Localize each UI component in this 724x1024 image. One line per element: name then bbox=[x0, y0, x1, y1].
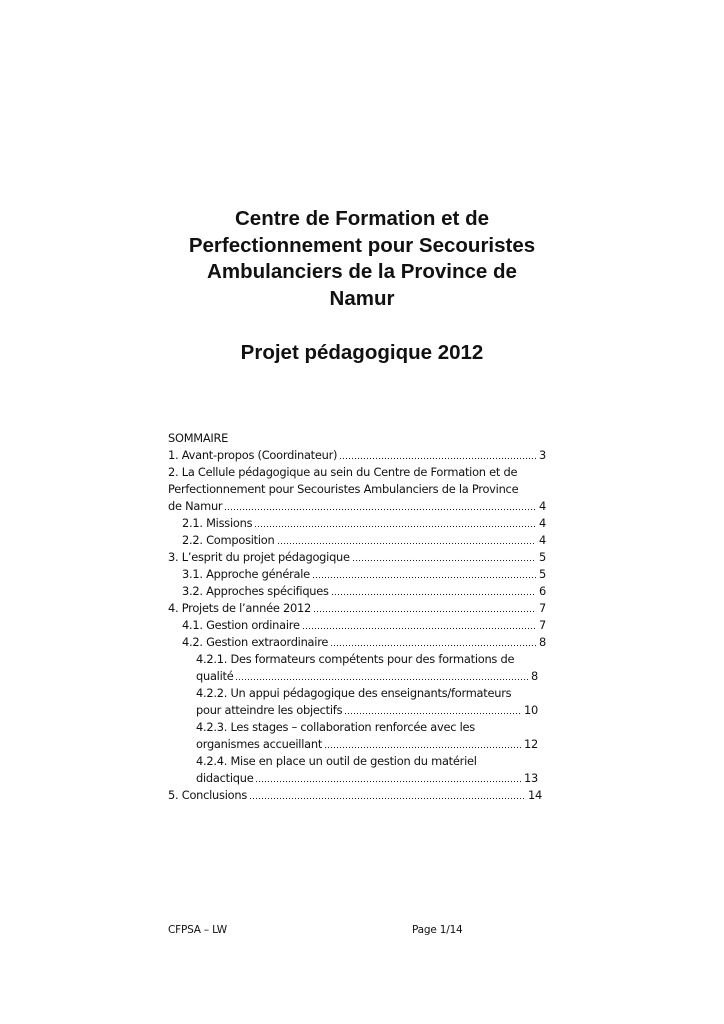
toc-entry-label: 2.1. Missions bbox=[182, 516, 253, 530]
toc-entry-label: 5. Conclusions bbox=[168, 788, 247, 802]
toc-entry-page: 13 bbox=[524, 771, 538, 785]
title-line: Ambulanciers de la Province de bbox=[207, 260, 517, 283]
toc-entry-appui[interactable] bbox=[168, 702, 538, 719]
toc-entry-conclusions[interactable] bbox=[168, 787, 542, 804]
toc-entry-missions[interactable] bbox=[168, 515, 546, 532]
table-of-contents bbox=[168, 430, 560, 804]
document-title bbox=[140, 206, 584, 312]
toc-entry-label: 3.2. Approches spécifiques bbox=[182, 584, 329, 598]
toc-entry-esprit[interactable] bbox=[168, 549, 546, 566]
toc-dot-leader bbox=[331, 593, 536, 596]
toc-entry-page: 3 bbox=[539, 448, 546, 462]
toc-dot-leader bbox=[235, 678, 528, 681]
toc-entry-page: 10 bbox=[524, 703, 538, 717]
document-subtitle: Projet pédagogique 2012 bbox=[240, 341, 484, 364]
toc-entry-cellule-line2[interactable]: Perfectionnement pour Secouristes Ambulanciers de la Province bbox=[168, 482, 519, 496]
toc-entry-gestion-extraordinaire[interactable] bbox=[168, 634, 546, 651]
toc-entry-page: 4 bbox=[539, 516, 546, 530]
toc-entry-page: 7 bbox=[539, 618, 546, 632]
toc-entry-page: 6 bbox=[539, 584, 546, 598]
toc-entry-cellule-line1[interactable]: 2. La Cellule pédagogique au sein du Centre de Formation et de bbox=[168, 465, 518, 479]
toc-entry-formateurs[interactable] bbox=[168, 668, 538, 685]
toc-dot-leader bbox=[302, 627, 536, 630]
toc-entry-page: 14 bbox=[528, 788, 542, 802]
toc-entry-page: 5 bbox=[539, 567, 546, 581]
toc-entry-page: 5 bbox=[539, 550, 546, 564]
toc-entry-stages[interactable] bbox=[168, 736, 538, 753]
toc-entry-approches-specifiques[interactable] bbox=[168, 583, 546, 600]
title-line: Perfectionnement pour Secouristes bbox=[188, 233, 536, 257]
toc-entry-page: 8 bbox=[531, 669, 538, 683]
toc-dot-leader bbox=[339, 457, 536, 460]
toc-entry-label: qualité bbox=[196, 669, 234, 683]
title-line: Centre de Formation et de bbox=[234, 207, 489, 230]
title-line: Namur bbox=[329, 286, 395, 310]
toc-entry-label: 1. Avant-propos (Coordinateur) bbox=[168, 448, 338, 462]
toc-entry-formateurs-line1[interactable]: 4.2.1. Des formateurs compétents pour des formations de bbox=[196, 652, 515, 666]
toc-dot-leader bbox=[352, 559, 536, 562]
toc-dot-leader bbox=[249, 797, 525, 800]
footer-author: CFPSA – LW bbox=[168, 924, 227, 936]
toc-dot-leader bbox=[312, 576, 536, 579]
footer-page-number: Page 1/14 bbox=[412, 924, 463, 936]
toc-entry-avant-propos[interactable] bbox=[168, 447, 546, 464]
toc-entry-materiel[interactable] bbox=[168, 770, 538, 787]
toc-entry-label: didactique bbox=[196, 771, 254, 785]
toc-entry-label: 3. L’esprit du projet pédagogique bbox=[168, 550, 350, 564]
toc-entry-page: 4 bbox=[539, 499, 546, 513]
toc-entry-composition[interactable] bbox=[168, 532, 546, 549]
toc-entry-cellule[interactable] bbox=[168, 498, 546, 515]
toc-entry-projets[interactable] bbox=[168, 600, 546, 617]
toc-entry-page: 4 bbox=[539, 533, 546, 547]
toc-entry-label: 4.2. Gestion extraordinaire bbox=[182, 635, 329, 649]
toc-dot-leader bbox=[277, 542, 537, 545]
toc-dot-leader bbox=[324, 746, 521, 749]
toc-entry-label: 2.2. Composition bbox=[182, 533, 275, 547]
toc-entry-stages-line1[interactable]: 4.2.3. Les stages – collaboration renforcée avec les bbox=[196, 720, 475, 734]
toc-entry-label: 4.1. Gestion ordinaire bbox=[182, 618, 300, 632]
toc-dot-leader bbox=[255, 780, 521, 783]
toc-dot-leader bbox=[344, 712, 521, 715]
toc-dot-leader bbox=[330, 644, 536, 647]
toc-entry-label: de Namur bbox=[168, 499, 223, 513]
toc-entry-page: 7 bbox=[539, 601, 546, 615]
toc-entry-gestion-ordinaire[interactable] bbox=[168, 617, 546, 634]
toc-entry-label: 3.1. Approche générale bbox=[182, 567, 310, 581]
toc-entry-page: 12 bbox=[524, 737, 538, 751]
toc-dot-leader bbox=[254, 525, 536, 528]
toc-heading: SOMMAIRE bbox=[168, 431, 229, 445]
toc-entry-appui-line1[interactable]: 4.2.2. Un appui pédagogique des enseignants/formateurs bbox=[196, 686, 512, 700]
toc-entry-label: organismes accueillant bbox=[196, 737, 323, 751]
toc-entry-materiel-line1[interactable]: 4.2.4. Mise en place un outil de gestion du matériel bbox=[196, 754, 477, 768]
toc-entry-label: pour atteindre les objectifs bbox=[196, 703, 343, 717]
toc-entry-approche-generale[interactable] bbox=[168, 566, 546, 583]
toc-dot-leader bbox=[313, 610, 536, 613]
toc-dot-leader bbox=[224, 508, 536, 511]
toc-entry-label: 4. Projets de l’année 2012 bbox=[168, 601, 311, 615]
toc-entry-page: 8 bbox=[539, 635, 546, 649]
